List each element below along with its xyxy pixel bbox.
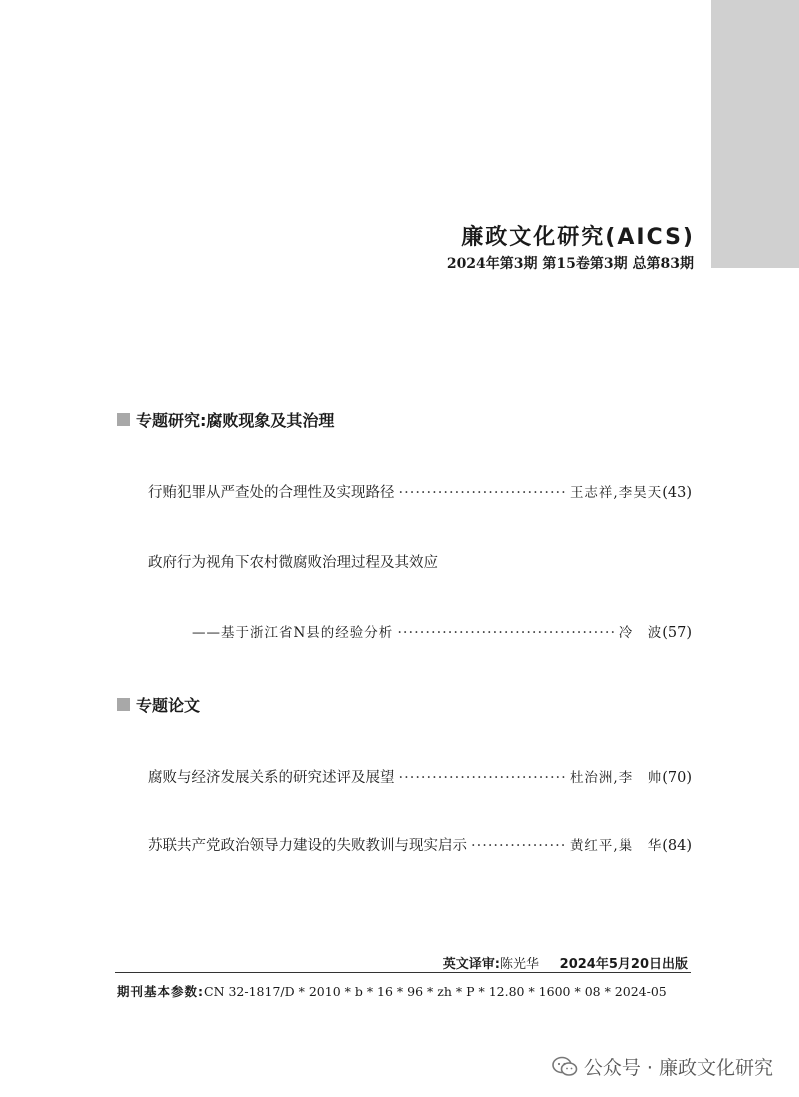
article-authors: 杜治洲,李 帅 xyxy=(569,770,663,786)
toc-entry[interactable] xyxy=(148,481,692,502)
params-label: 期刊基本参数: xyxy=(117,984,204,999)
wechat-watermark xyxy=(552,1053,773,1080)
article-title: 行贿犯罪从严查处的合理性及实现路径 xyxy=(148,485,395,501)
watermark-text: 公众号 · 廉政文化研究 xyxy=(583,1057,773,1079)
leader-dots xyxy=(399,485,566,501)
publication-date: 2024年5月20日出版 xyxy=(559,957,688,972)
leader-dots xyxy=(471,838,566,854)
journal-parameters xyxy=(117,982,667,1000)
translator-label: 英文译审: xyxy=(442,957,500,972)
section-heading-special-research xyxy=(117,408,334,431)
article-authors: 黄红平,巢 华 xyxy=(569,838,663,854)
leader-dots xyxy=(399,770,566,786)
issue-line: 2024年第3期 第15卷第3期 总第83期 xyxy=(446,256,694,272)
journal-title: 廉政文化研究(AICS) xyxy=(461,225,695,250)
page-number: (84) xyxy=(662,838,692,854)
wechat-icon xyxy=(552,1056,578,1078)
page-number: (57) xyxy=(662,625,692,641)
translator-line xyxy=(443,953,688,972)
toc-entry[interactable] xyxy=(148,834,692,855)
section-title: 专题研究:腐败现象及其治理 xyxy=(136,411,335,430)
section-heading-special-papers xyxy=(117,693,200,716)
page-number: (70) xyxy=(662,770,692,786)
footer-divider xyxy=(115,972,691,973)
toc-entry[interactable] xyxy=(148,766,692,787)
toc-entry[interactable] xyxy=(192,621,692,641)
toc-entry-title[interactable]: 政府行为视角下农村微腐败治理过程及其效应 xyxy=(148,555,438,571)
section-title: 专题论文 xyxy=(136,696,201,715)
gray-side-tab xyxy=(711,0,799,268)
section-marker-icon xyxy=(117,413,130,426)
article-title: 苏联共产党政治领导力建设的失败教训与现实启示 xyxy=(148,838,467,854)
params-value: CN 32-1817/D * 2010 * b * 16 * 96 * zh * P * 12.80 * 1600 * 08 * 2024-05 xyxy=(204,984,667,999)
translator-name: 陈光华 xyxy=(499,957,539,972)
section-marker-icon xyxy=(117,698,130,711)
leader-dots xyxy=(397,625,614,641)
article-title: 腐败与经济发展关系的研究述评及展望 xyxy=(148,770,395,786)
article-authors: 冷 波 xyxy=(618,625,663,641)
page-number: (43) xyxy=(662,485,692,501)
article-authors: 王志祥,李昊天 xyxy=(569,485,663,501)
article-subtitle: ——基于浙江省N县的经验分析 xyxy=(192,625,394,641)
